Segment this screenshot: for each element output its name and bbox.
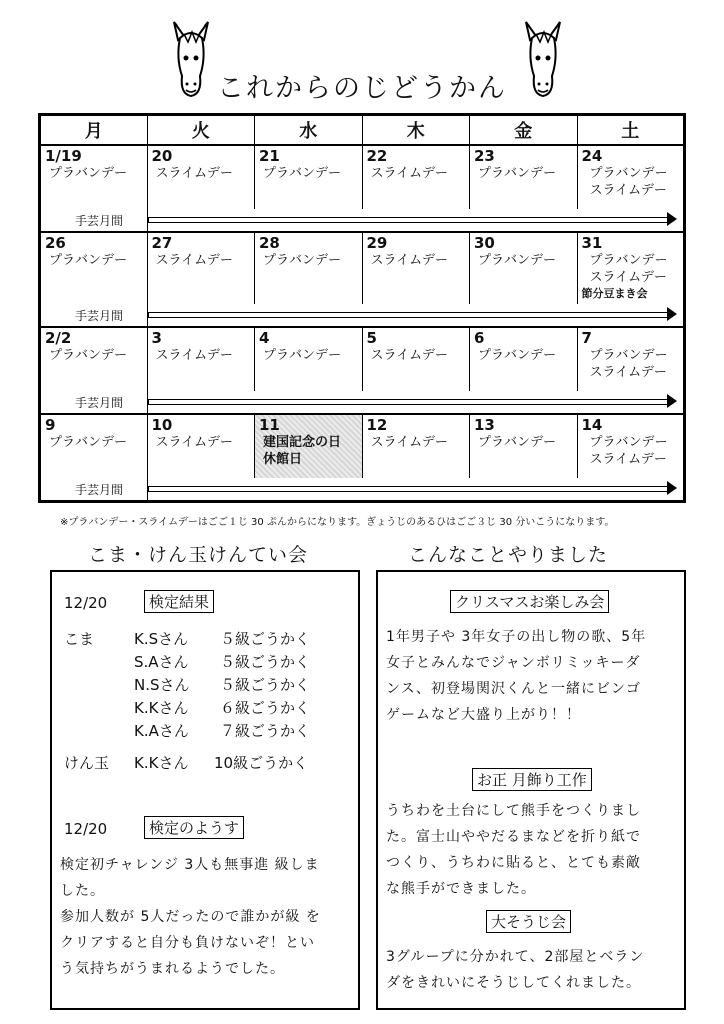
right-section-title: こんなことやりました	[408, 544, 609, 566]
text-line: 参加人数が 5人だったので誰かが級 を	[60, 909, 321, 925]
calendar-day-cell	[255, 145, 363, 209]
koma-result-grade: ７級ごうかく	[220, 722, 311, 740]
header	[0, 18, 724, 108]
day-event: スライムデー	[370, 166, 448, 181]
craft-month-label: 手芸月間	[75, 482, 124, 497]
day-number: 7	[581, 329, 592, 347]
text-line: 1年男子や 3年女子の出し物の歌、5年	[386, 629, 647, 645]
report-text	[60, 852, 355, 982]
craft-month-row	[40, 209, 685, 232]
craft-month-label-cell	[40, 391, 148, 414]
craft-month-label-cell	[40, 478, 148, 502]
newyear-heading: お正 月飾り工作	[472, 768, 592, 791]
text-line: クリアすると自分も負けないぞ！とい	[60, 935, 315, 951]
day-number: 22	[366, 147, 388, 165]
day-event: スライムデー	[155, 434, 233, 450]
arrow-right-icon	[148, 310, 678, 320]
calendar-day-cell	[147, 232, 255, 304]
craft-month-span	[147, 304, 685, 327]
cleaning-text	[386, 944, 681, 996]
day-number: 28	[259, 233, 280, 252]
day-event: スライムデー	[155, 166, 233, 181]
calendar-day-cell	[362, 414, 470, 478]
calendar-day-cell	[147, 327, 255, 391]
calendar-table	[38, 113, 686, 503]
calendar-day-cell	[577, 232, 685, 304]
day-event: プラバンデー	[478, 434, 557, 450]
day-event: プラバンデー	[263, 348, 342, 363]
calendar-day-cell	[362, 145, 470, 209]
day-event: プラバンデー	[589, 434, 668, 450]
calendar-day-cell	[147, 145, 255, 209]
calendar-day-cell	[577, 327, 685, 391]
schedule-note: ※プラバンデー・スライムデーはごご１じ 30 ぷんからになります。ぎょうじのあるひはごご３じ 30 分いこうになります。	[60, 517, 615, 528]
text-line: ダをきれいにそうじしてくれました。	[386, 975, 641, 991]
report-date: 12/20	[64, 820, 108, 838]
calendar-week-row	[40, 145, 685, 209]
day-number: 24	[581, 147, 603, 165]
day-event: スライムデー	[370, 252, 448, 268]
arrow-right-icon	[148, 215, 678, 225]
day-event: プラバンデー	[589, 348, 668, 363]
calendar-header-row	[40, 115, 685, 146]
calendar-day-cell	[147, 414, 255, 478]
day-event: プラバンデー	[589, 166, 668, 181]
xmas-text	[386, 624, 681, 728]
calendar-day-cell	[40, 232, 148, 304]
weekday-header: 金	[470, 115, 578, 146]
day-number: 6	[474, 329, 485, 347]
day-number: 23	[474, 147, 495, 165]
day-number: 9	[45, 415, 56, 434]
text-line: うちわを土台にして熊手をつくりまし	[386, 803, 641, 819]
koma-result-grade: ６級ごうかく	[220, 699, 311, 717]
day-number: 21	[259, 147, 280, 165]
day-number: 1/19	[45, 147, 82, 165]
result-date: 12/20	[64, 594, 108, 612]
text-line: た。富士山ややだるまなどを折り紙で	[386, 829, 641, 845]
text-line: う気持ちがうまれるようでした。	[60, 961, 285, 977]
koma-result-grade: ５級ごうかく	[220, 630, 311, 648]
day-number: 30	[474, 233, 495, 252]
weekday-header: 水	[255, 115, 363, 146]
text-line: ンス、初登場関沢くんと一緒にビンゴ	[386, 681, 641, 697]
calendar-week-row	[40, 232, 685, 304]
day-number: 4	[259, 329, 270, 347]
kendama-grade: 10級ごうかく	[214, 754, 309, 772]
day-event: プラバンデー	[263, 252, 342, 268]
day-event: スライムデー	[370, 434, 448, 450]
text-line: な熊手ができました。	[386, 881, 536, 897]
arrow-right-icon	[148, 484, 678, 494]
calendar-week-row	[40, 414, 685, 478]
kendama-test-box	[50, 570, 360, 1010]
day-event: プラバンデー	[478, 252, 557, 268]
day-event: スライムデー	[155, 348, 233, 363]
result-heading: 検定結果	[144, 590, 214, 613]
kendama-name: K.Kさん	[134, 754, 189, 772]
day-number: 26	[45, 233, 66, 252]
calendar-day-cell	[255, 414, 363, 478]
koma-result-name: N.Sさん	[134, 676, 190, 694]
day-number: 12	[366, 415, 388, 434]
calendar-day-cell	[362, 327, 470, 391]
weekday-header: 火	[147, 115, 255, 146]
xmas-heading: クリスマスお楽しみ会	[450, 590, 609, 613]
day-event: プラバンデー	[49, 166, 128, 181]
day-event: スライムデー	[589, 365, 667, 380]
day-number: 2/2	[45, 329, 72, 347]
craft-month-row	[40, 478, 685, 502]
left-section-title: こま・けん玉けんてい会	[88, 544, 309, 566]
day-event: プラバンデー	[49, 434, 128, 450]
calendar-day-cell	[40, 145, 148, 209]
day-number: 14	[581, 415, 603, 434]
calendar-day-cell	[255, 232, 363, 304]
special-event: 節分豆まき会	[581, 286, 648, 300]
day-event: スライムデー	[589, 183, 667, 198]
text-line: 検定初チャレンジ 3人も無事進 級しま	[60, 857, 320, 873]
cleaning-heading: 大そうじ会	[486, 910, 571, 933]
text-line: 3グループに分かれて、2部屋とベラン	[386, 949, 645, 965]
calendar-day-cell	[470, 327, 578, 391]
day-number: 5	[366, 329, 377, 347]
day-event: 建国記念の日	[263, 434, 342, 450]
day-number: 20	[151, 147, 173, 165]
text-line: ゲームなど大盛り上がり！！	[386, 707, 581, 723]
page-title: これからのじどうかん	[217, 73, 507, 104]
text-line: した。	[60, 883, 105, 899]
craft-month-span	[147, 209, 685, 232]
activities-box	[376, 570, 686, 1010]
day-number: 3	[151, 329, 162, 347]
weekday-header: 木	[362, 115, 470, 146]
koma-result-name: K.Aさん	[134, 722, 189, 740]
weekday-header: 月	[40, 115, 148, 146]
day-event: スライムデー	[155, 252, 233, 268]
day-event: 休館日	[263, 451, 303, 467]
day-event: スライムデー	[589, 269, 667, 285]
day-number: 13	[474, 415, 495, 434]
craft-month-span	[147, 391, 685, 414]
calendar-day-cell	[255, 327, 363, 391]
calendar-day-cell	[470, 145, 578, 209]
day-number: 27	[151, 233, 173, 252]
craft-month-label-cell	[40, 209, 148, 232]
craft-month-span	[147, 478, 685, 502]
day-event: プラバンデー	[263, 166, 342, 181]
craft-month-label: 手芸月間	[75, 395, 124, 410]
day-event: プラバンデー	[589, 252, 668, 268]
calendar-week-row	[40, 327, 685, 391]
day-event: スライムデー	[589, 451, 667, 467]
calendar-day-cell	[470, 414, 578, 478]
calendar-day-cell	[40, 414, 148, 478]
day-event: プラバンデー	[49, 348, 128, 363]
craft-month-label: 手芸月間	[75, 213, 124, 228]
day-number: 10	[151, 415, 173, 434]
text-line: 女子とみんなでジャンボリミッキーダ	[386, 655, 641, 671]
newyear-text	[386, 798, 681, 902]
calendar-day-cell	[470, 232, 578, 304]
calendar-day-cell	[577, 145, 685, 209]
day-number: 31	[581, 233, 603, 252]
craft-month-row	[40, 304, 685, 327]
text-line: つくり、うちわに貼ると、とても素敵	[386, 855, 641, 871]
report-heading: 検定のようす	[144, 816, 244, 839]
koma-result-name: K.Sさん	[134, 630, 189, 648]
koma-result-grade: ５級ごうかく	[220, 676, 311, 694]
day-event: スライムデー	[370, 348, 448, 363]
craft-month-label-cell	[40, 304, 148, 327]
calendar-day-cell	[362, 232, 470, 304]
craft-month-label: 手芸月間	[75, 308, 124, 323]
day-event: プラバンデー	[478, 348, 557, 363]
horse-icon	[520, 18, 566, 100]
calendar-day-cell	[577, 414, 685, 478]
day-event: プラバンデー	[49, 252, 128, 268]
calendar-body	[40, 145, 685, 502]
calendar-day-cell	[40, 327, 148, 391]
weekday-header: 土	[577, 115, 685, 146]
koma-result-grade: ５級ごうかく	[220, 653, 311, 671]
koma-result-name: K.Kさん	[134, 699, 189, 717]
day-event: プラバンデー	[478, 166, 557, 181]
day-number: 11	[259, 415, 280, 434]
kendama-label: けん玉	[64, 754, 110, 772]
day-number: 29	[366, 233, 388, 252]
koma-result-name: S.Aさん	[134, 653, 189, 671]
arrow-right-icon	[148, 397, 678, 407]
craft-month-row	[40, 391, 685, 414]
koma-label: こま	[64, 630, 95, 648]
